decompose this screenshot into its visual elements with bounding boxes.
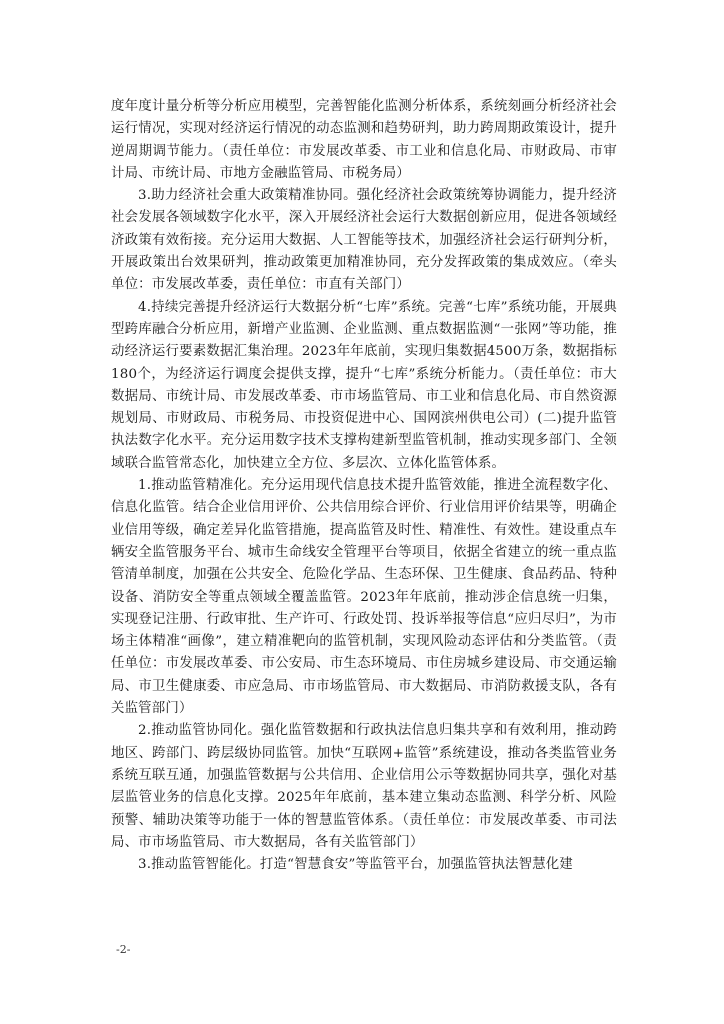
paragraph-seven-libraries-system: 4.持续完善提升经济运行大数据分析“七库”系统。完善“七库”系统功能，开展典型跨库融合分析应用，新增产业监测、企业监测、重点数据监测“一张网”等功能，推动经济运行要素数据汇集治理。2023年年底前，实现归集数据4500万条，数据指标180个，为经济运行调度会提供支撑，提升“七库”系统分析能力。（责任单位：市大数据局、市统计局、市发展改革委、市市场监管局、市工业和信息化局、市自然资源规划局、市财政局、市税务局、市投资促进中心、国网滨州供电公司）(二)提升监管执法数字化水平。充分运用数字技术支撑构建新型监管机制，推动实现多部门、全领域联合监管常态化，加快建立全方位、多层次、立体化监管体系。 — [111, 299, 617, 471]
paragraph-precise-supervision: 1.推动监管精准化。充分运用现代信息技术提升监管效能，推进全流程数字化、信息化监管。结合企业信用评价、公共信用综合评价、行业信用评价结果等，明确企业信用等级，确定差异化监管措施，提高监管及时性、精准性、有效性。建设重点车辆安全监管服务平台、城市生命线安全管理平台等项目，依据全省建立的统一重点监管清单制度，加强在公共安全、危险化学品、生态环保、卫生健康、食品药品、特种设备、消防安全等重点领域全覆盖监管。2023年年底前，推动涉企信息统一归集，实现登记注册、行政审批、生产许可、行政处罚、投诉举报等信息“应归尽归”，为市场主体精准“画像”，建立精准靶向的监管机制，实现风险动态评估和分类监管。（责任单位：市发展改革委、市公安局、市生态环境局、市住房城乡建设局、市交通运输局、市卫生健康委、市应急局、市市场监管局、市大数据局、市消防救援支队，各有关监管部门） — [111, 478, 617, 717]
paragraph-policy-coordination: 3.助力经济社会重大政策精准协同。强化经济社会政策统筹协调能力，提升经济社会发展各领域数字化水平，深入开展经济社会运行大数据创新应用，促进各领域经济政策有效衔接。充分运用大数据、人工智能等技术，加强经济社会运行研判分析，开展政策出台效果研判，推动政策更加精准协同，充分发挥政策的集成效应。（牵头单位：市发展改革委，责任单位：市直有关部门） — [111, 188, 617, 293]
paragraph-coordinated-supervision: 2.推动监管协同化。强化监管数据和行政执法信息归集共享和有效利用，推动跨地区、跨部门、跨层级协同监管。加快“互联网+监管”系统建设，推动各类监管业务系统互联互通，加强监管数据与公共信用、企业信用公示等数据协同共享，强化对基层监管业务的信息化支撑。2025年年底前，基本建立集动态监测、科学分析、风险预警、辅助决策等功能于一体的智慧监管体系。（责任单位：市发展改革委、市司法局、市市场监管局、市大数据局，各有关监管部门） — [111, 723, 617, 850]
paragraph-intelligent-supervision: 3.推动监管智能化。打造“智慧食安”等监管平台，加强监管执法智慧化建 — [138, 857, 573, 873]
document-body — [111, 96, 617, 876]
paragraph-continuation: 度年度计量分析等分析应用模型，完善智能化监测分析体系，系统刻画分析经济社会运行情况，实现对经济运行情况的动态监测和趋势研判，助力跨周期政策设计，提升逆周期调节能力。（责任单位：市发展改革委、市工业和信息化局、市财政局、市审计局、市统计局、市地方金融监管局、市税务局） — [111, 99, 617, 181]
page-number: -2- — [116, 943, 131, 956]
